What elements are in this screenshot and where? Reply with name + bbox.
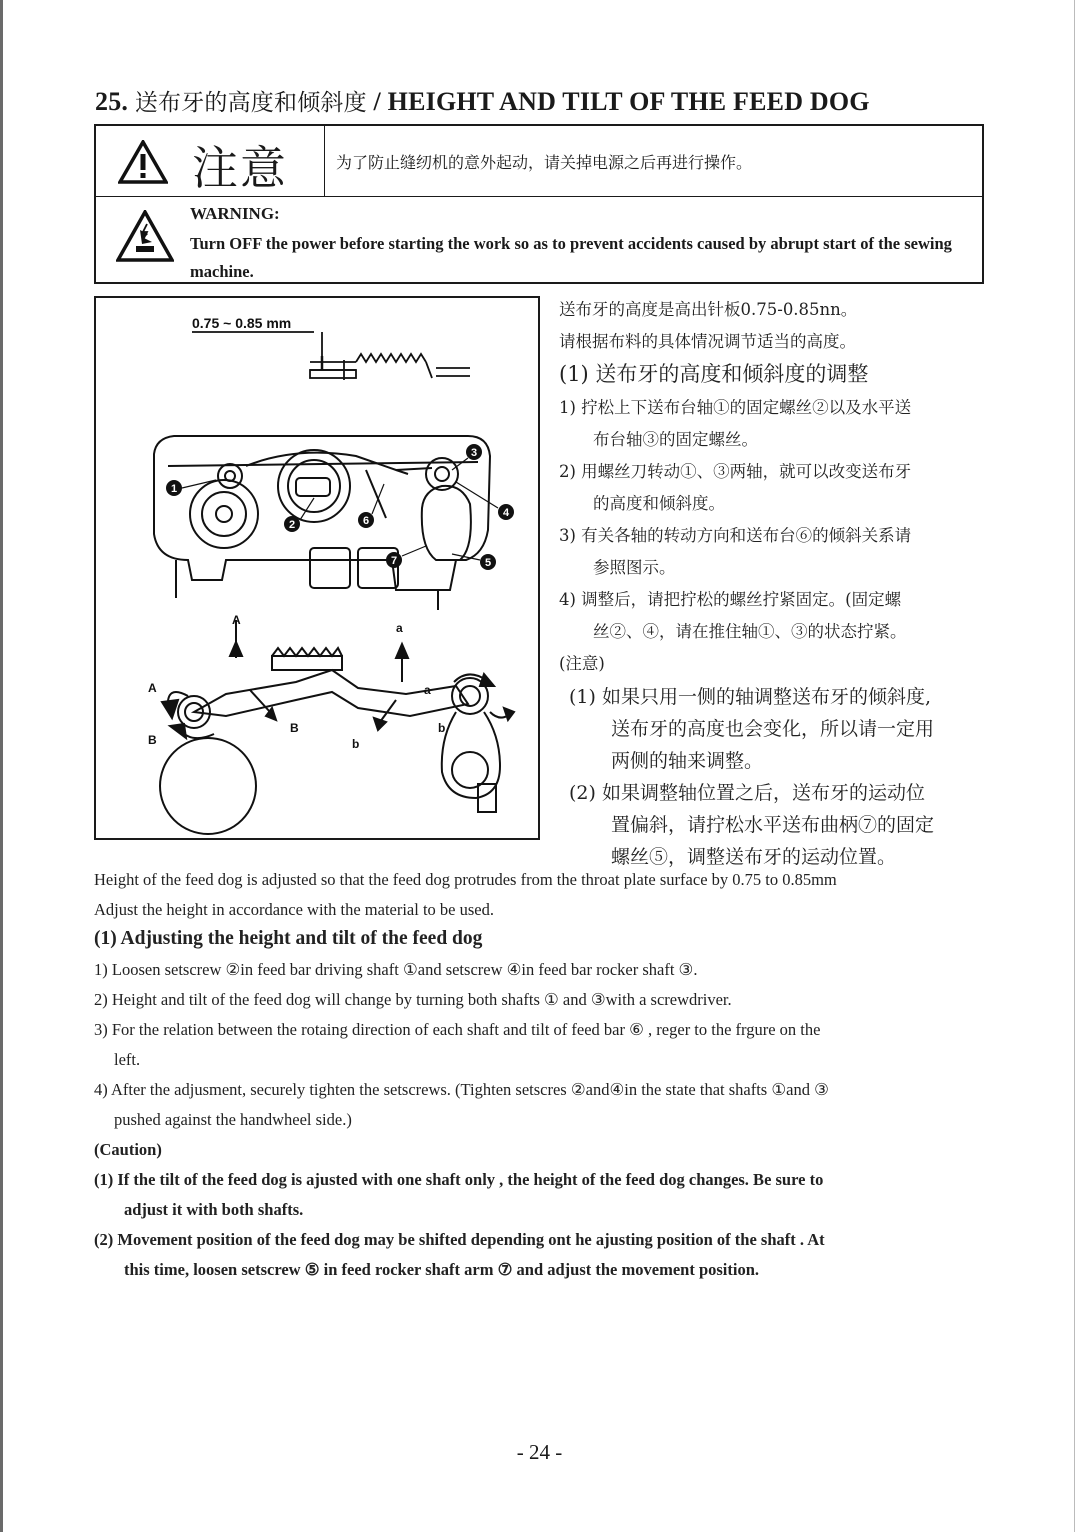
en-caution-label: (Caution) (94, 1140, 162, 1159)
label-B-left: B (148, 733, 157, 747)
en-caution2-b: this time, loosen setscrew ⑤ in feed rocker shaft arm ⑦ and adjust the movement position. (124, 1260, 760, 1279)
en-caution1-b: adjust it with both shafts. (124, 1200, 304, 1219)
label-b-right: b (438, 721, 446, 735)
section-title-en: HEIGHT AND TILT OF THE FEED DOG (387, 87, 870, 116)
cn-caution1-c: 两侧的轴来调整。 (611, 750, 764, 772)
callout-3: 3 (470, 447, 478, 459)
en-step2: 2) Height and tilt of the feed dog will change by turning both shafts ① and ③with a screwdriver. (94, 990, 732, 1009)
warning-cn-row (96, 126, 982, 197)
warning-cn-text: 为了防止缝纫机的意外起动，请关掉电源之后再进行操作。 (336, 153, 753, 172)
page-edge-right (1074, 0, 1075, 1532)
cn-step4-a: 4) 调整后，请把拧松的螺丝拧紧固定。(固定螺 (559, 590, 902, 609)
cn-step3-b: 参照图示。 (593, 558, 676, 577)
en-step1: 1) Loosen setscrew ②in feed bar driving shaft ①and setscrew ④in feed bar rocker shaft ③. (94, 960, 698, 979)
section-title (95, 84, 995, 117)
warning-triangle-icon (118, 140, 168, 184)
cn-intro-2: 请根据布料的具体情况调节适当的高度。 (559, 332, 856, 351)
en-step4-a: 4) After the adjusment, securely tighten the setscrews. (Tighten setscres ②and④in the state that shafts ①and ③ (94, 1080, 829, 1099)
callout-4: 4 (502, 507, 510, 519)
warning-label: WARNING: (190, 204, 280, 223)
cn-caution1-a: (1) 如果只用一侧的轴调整送布牙的倾斜度, (569, 686, 931, 708)
label-B-mid: B (290, 721, 299, 735)
en-caution1-a: (1) If the tilt of the feed dog is ajusted with one shaft only , the height of the feed dog changes. Be sure to (94, 1170, 824, 1189)
en-step3-b: left. (114, 1050, 141, 1069)
en-caution2-a: (2) Movement position of the feed dog may be shifted depending ont he ajusting position of the shaft . At (94, 1230, 825, 1249)
title-separator: / (373, 87, 381, 116)
label-A-up: A (232, 613, 241, 627)
dimension-diagram (192, 332, 470, 380)
page-number: - 24 - (516, 1440, 563, 1464)
callout-2: 2 (288, 519, 296, 531)
section-title-cn: 送布牙的高度和倾斜度 (134, 90, 367, 116)
en-subheading: (1) Adjusting the height and tilt of the feed dog (94, 928, 483, 949)
caution-cell (96, 126, 325, 196)
label-A-left: A (148, 681, 157, 695)
cn-caution2-b: 置偏斜，请拧松水平送布曲柄⑦的固定 (611, 814, 935, 836)
cn-caution2-a: (2) 如果调整轴位置之后，送布牙的运动位 (569, 782, 925, 804)
cn-caution2-c: 螺丝⑤，调整送布牙的运动位置。 (611, 846, 897, 868)
warning-en-text: Turn OFF the power before starting the work so as to prevent accidents caused by abrupt start of the sewing machine. (190, 234, 952, 281)
cn-step3-a: 3) 有关各轴的转动方向和送布台⑥的倾斜关系请 (559, 526, 912, 545)
page-edge-left (0, 0, 3, 1532)
cn-caution-label: (注意) (559, 654, 605, 673)
cn-caution1-b: 送布牙的高度也会变化，所以请一定用 (611, 718, 935, 740)
label-b-mid: b (352, 737, 360, 751)
feed-dog-figure (94, 296, 540, 840)
callout-7: 7 (390, 555, 398, 567)
en-step3-a: 3) For the relation between the rotaing direction of each shaft and tilt of feed bar ⑥ , reger to the frgure on the (94, 1020, 821, 1039)
machine-bed-drawing (154, 436, 490, 610)
en-intro-1: Height of the feed dog is adjusted so that the feed dog protrudes from the throat plate surface by 0.75 to 0.85mm (94, 870, 837, 889)
cn-step2-a: 2) 用螺丝刀转动①、③两轴，就可以改变送布牙 (559, 462, 912, 481)
cn-step1-b: 布台轴③的固定螺丝。 (593, 430, 758, 449)
label-a-right: a (424, 683, 431, 697)
tilt-mechanism-drawing (160, 620, 514, 834)
callout-1: 1 (170, 483, 178, 495)
cn-intro-1: 送布牙的高度是高出针板0.75-0.85nn。 (559, 300, 858, 319)
hand-hazard-icon (116, 210, 174, 262)
cn-subheading: (1) 送布牙的高度和倾斜度的调整 (559, 362, 869, 386)
dimension-label: 0.75 ~ 0.85 mm (192, 315, 292, 331)
callout-6: 6 (362, 515, 370, 527)
section-number: 25. (95, 87, 129, 116)
caution-word: 注意 (192, 141, 288, 195)
cn-step2-b: 的高度和倾斜度。 (593, 494, 725, 513)
cn-step1-a: 1) 拧松上下送布台轴①的固定螺丝②以及水平送 (559, 398, 912, 417)
callout-5: 5 (484, 557, 492, 569)
en-intro-2: Adjust the height in accordance with the material to be used. (94, 900, 494, 919)
cn-step4-b: 丝②、④，请在推住轴①、③的状态拧紧。 (593, 622, 907, 641)
en-step4-b: pushed against the handwheel side.) (114, 1110, 352, 1129)
label-a-up: a (396, 621, 403, 635)
warning-box (94, 124, 984, 284)
